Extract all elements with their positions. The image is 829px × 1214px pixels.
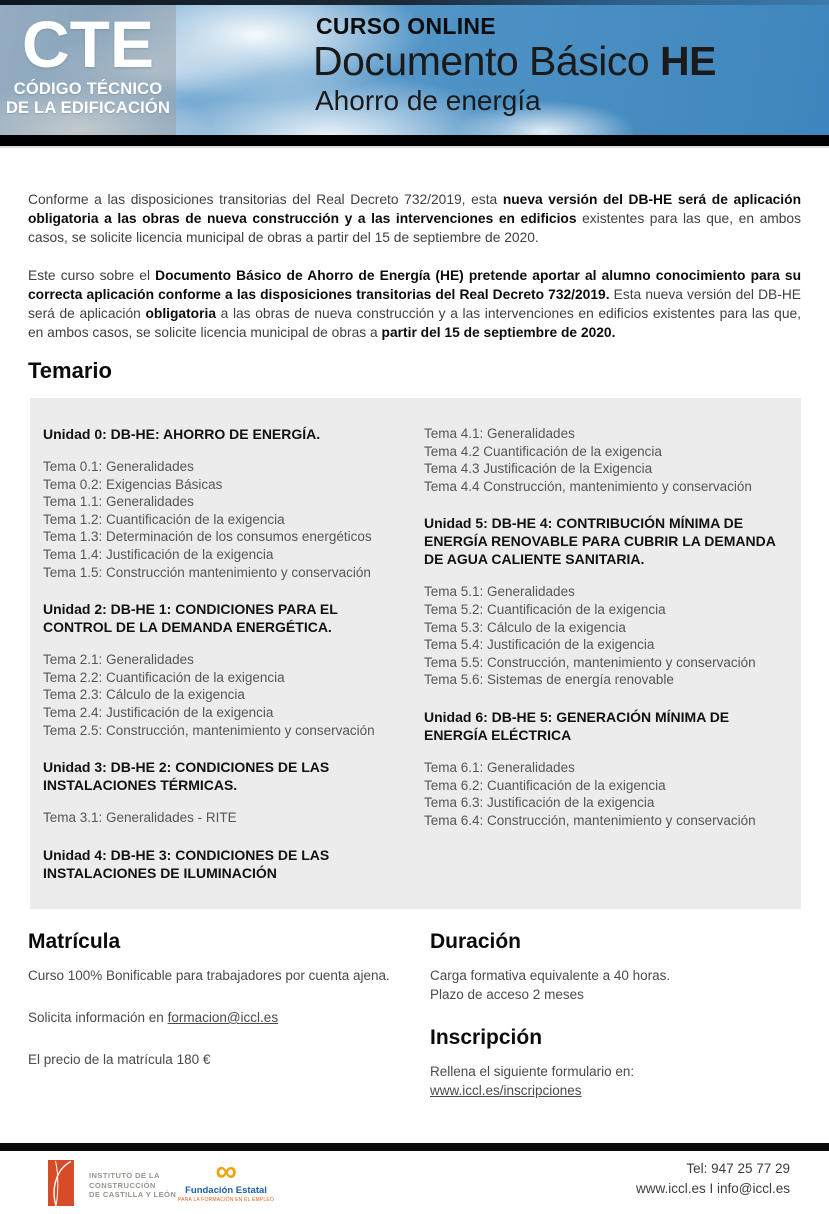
header-banner — [0, 0, 829, 135]
tema-list — [43, 458, 409, 581]
intro-paragraph-2: Este curso sobre el Documento Básico de Ahorro de Energía (HE) pretende aportar al alumno conocimiento para su correcta aplicación conforme a las disposiciones transitorias del Real Decreto 732/2019. Esta nueva versión del DB-HE será de aplicación obligatoria a las obras de nueva construcción y a las intervenciones en edificios existentes para las que, en ambos casos, se solicite licencia municipal de obras a partir del 15 de septiembre de 2020. — [28, 268, 802, 340]
iccl-logo-text-line3: DE CASTILLA Y LEÓN — [89, 1190, 177, 1200]
tema-item: Tema 5.3: Cálculo de la exigencia — [423, 619, 626, 635]
tema-list — [43, 651, 409, 739]
unidad-title: Unidad 4: DB-HE 3: CONDICIONES DE LAS INSTALACIONES DE ILUMINACIÓN — [43, 846, 330, 881]
duracion-line1: Carga formativa equivalente a 40 horas. — [430, 968, 671, 983]
tema-item: Tema 6.3: Justificación de la exigencia — [423, 795, 655, 811]
inscripcion-heading: Inscripción — [430, 1026, 543, 1049]
duracion-heading: Duración — [430, 930, 522, 953]
tema-item: Tema 5.5: Construcción, mantenimiento y conservación — [423, 654, 756, 670]
tema-item: Tema 4.1: Generalidades — [423, 426, 575, 441]
course-title-code: HE — [660, 38, 716, 84]
tema-item: Tema 0.2: Exigencias Básicas — [43, 476, 223, 492]
footer-contact — [636, 1159, 790, 1199]
matricula-line2-prefix: Solicita información en — [28, 1010, 168, 1025]
unidad-title: Unidad 0: DB-HE: AHORRO DE ENERGÍA. — [43, 426, 321, 442]
temario-column-left — [43, 425, 409, 909]
tema-list — [424, 583, 789, 689]
duracion-section — [430, 930, 800, 1004]
temario-column-right — [424, 425, 789, 909]
fundacion-estatal-name: Fundación Estatal — [185, 1185, 267, 1196]
cte-logo-line1: CÓDIGO TÉCNICO — [13, 80, 163, 99]
cte-logo-line2: DE LA EDIFICACIÓN — [5, 99, 171, 118]
tema-item: Tema 6.4: Construcción, mantenimiento y conservación — [423, 812, 756, 828]
tema-list — [424, 425, 789, 495]
tema-item: Tema 5.1: Generalidades — [423, 584, 575, 600]
cte-logo — [0, 5, 176, 135]
matricula-line1: Curso 100% Bonificable para trabajadores por cuenta ajena. — [28, 968, 390, 983]
course-title — [313, 38, 716, 85]
duracion-line2: Plazo de acceso 2 meses — [430, 987, 584, 1002]
tema-item: Tema 3.1: Generalidades - RITE — [43, 810, 237, 826]
tema-item: Tema 0.1: Generalidades — [43, 459, 194, 474]
tema-item: Tema 6.1: Generalidades — [423, 759, 575, 775]
matricula-line3: El precio de la matrícula 180 € — [28, 1052, 211, 1067]
tema-item: Tema 2.3: Cálculo de la exigencia — [43, 687, 245, 703]
matricula-section — [28, 930, 418, 1092]
header-divider-bar — [0, 135, 829, 148]
tema-item: Tema 5.6: Sistemas de energía renovable — [423, 672, 674, 688]
tema-item: Tema 2.2: Cuantificación de la exigencia — [43, 669, 285, 685]
footer-phone: Tel: 947 25 77 29 — [686, 1161, 790, 1176]
tema-list — [43, 809, 409, 827]
iccl-logo — [48, 1160, 176, 1211]
course-kicker: CURSO ONLINE — [316, 13, 496, 39]
infinity-icon: ∞ — [215, 1155, 237, 1188]
course-title-main: Documento Básico — [313, 38, 661, 84]
iccl-logo-text-line1: INSTITUTO DE LA — [89, 1171, 160, 1181]
unidad-title: Unidad 5: DB-HE 4: CONTRIBUCIÓN MÍNIMA DE ENERGÍA RENOVABLE PARA CUBRIR LA DEMANDA DE AGUA CALIENTE SANITARIA. — [423, 515, 776, 568]
formacion-email-link[interactable]: formacion@iccl.es — [167, 1010, 279, 1025]
iccl-logo-text — [89, 1171, 176, 1200]
inscripcion-line1: Rellena el siguiente formulario en: — [430, 1064, 635, 1079]
unidad-title: Unidad 3: DB-HE 2: CONDICIONES DE LAS INSTALACIONES TÉRMICAS. — [43, 759, 330, 794]
matricula-line2 — [28, 1008, 418, 1027]
inscripciones-url-link[interactable]: www.iccl.es/inscripciones — [430, 1083, 582, 1098]
inscripcion-section — [430, 1026, 800, 1100]
tema-item: Tema 1.1: Generalidades — [43, 494, 194, 510]
iccl-logo-icon — [48, 1160, 74, 1211]
footer-divider-bar — [0, 1143, 829, 1151]
inscripcion-link-line — [430, 1081, 800, 1100]
tema-item: Tema 4.4 Construcción, mantenimiento y conservación — [423, 478, 752, 494]
temario-panel — [30, 398, 801, 909]
tema-item: Tema 1.3: Determinación de los consumos energéticos — [43, 529, 372, 545]
unidad-title: Unidad 6: DB-HE 5: GENERACIÓN MÍNIMA DE ENERGÍA ELÉCTRICA — [423, 708, 730, 743]
footer-web-email: www.iccl.es I info@iccl.es — [636, 1181, 790, 1196]
tema-item: Tema 2.1: Generalidades — [43, 652, 194, 668]
tema-item: Tema 5.2: Cuantificación de la exigencia — [423, 601, 666, 617]
fundacion-estatal-tagline: PARA LA FORMACIÓN EN EL EMPLEO — [178, 1197, 275, 1203]
fundacion-estatal-logo — [178, 1155, 275, 1203]
tema-item: Tema 4.2 Cuantificación de la exigencia — [423, 443, 662, 459]
tema-item: Tema 5.4: Justificación de la exigencia — [423, 637, 655, 653]
tema-item: Tema 6.2: Cuantificación de la exigencia — [423, 777, 666, 793]
tema-item: Tema 1.2: Cuantificación de la exigencia — [43, 511, 285, 527]
intro-paragraph-1: Conforme a las disposiciones transitorias del Real Decreto 732/2019, esta nueva versión del DB-HE será de aplicación obligatoria a las obras de nueva construcción y a las intervenciones en edificios existentes para las que, en ambos casos, se solicite licencia municipal de obras a partir del 15 de septiembre de 2020. — [28, 192, 801, 245]
temario-heading: Temario — [28, 358, 112, 383]
tema-item: Tema 1.5: Construcción mantenimiento y conservación — [43, 564, 371, 580]
tema-list — [424, 759, 789, 829]
tema-item: Tema 1.4: Justificación de la exigencia — [43, 546, 274, 562]
footer — [0, 1151, 829, 1214]
tema-item: Tema 2.4: Justificación de la exigencia — [43, 704, 274, 720]
iccl-logo-text-line2: CONSTRUCCIÓN — [89, 1180, 156, 1190]
matricula-heading: Matrícula — [28, 930, 121, 953]
tema-item: Tema 2.5: Construcción, mantenimiento y conservación — [43, 722, 375, 738]
tema-item: Tema 4.3 Justificación de la Exigencia — [423, 461, 653, 477]
unidad-title: Unidad 2: DB-HE 1: CONDICIONES PARA EL CONTROL DE LA DEMANDA ENERGÉTICA. — [43, 601, 338, 636]
cte-logo-acronym: CTE — [22, 7, 154, 81]
course-subtitle: Ahorro de energía — [315, 85, 541, 116]
